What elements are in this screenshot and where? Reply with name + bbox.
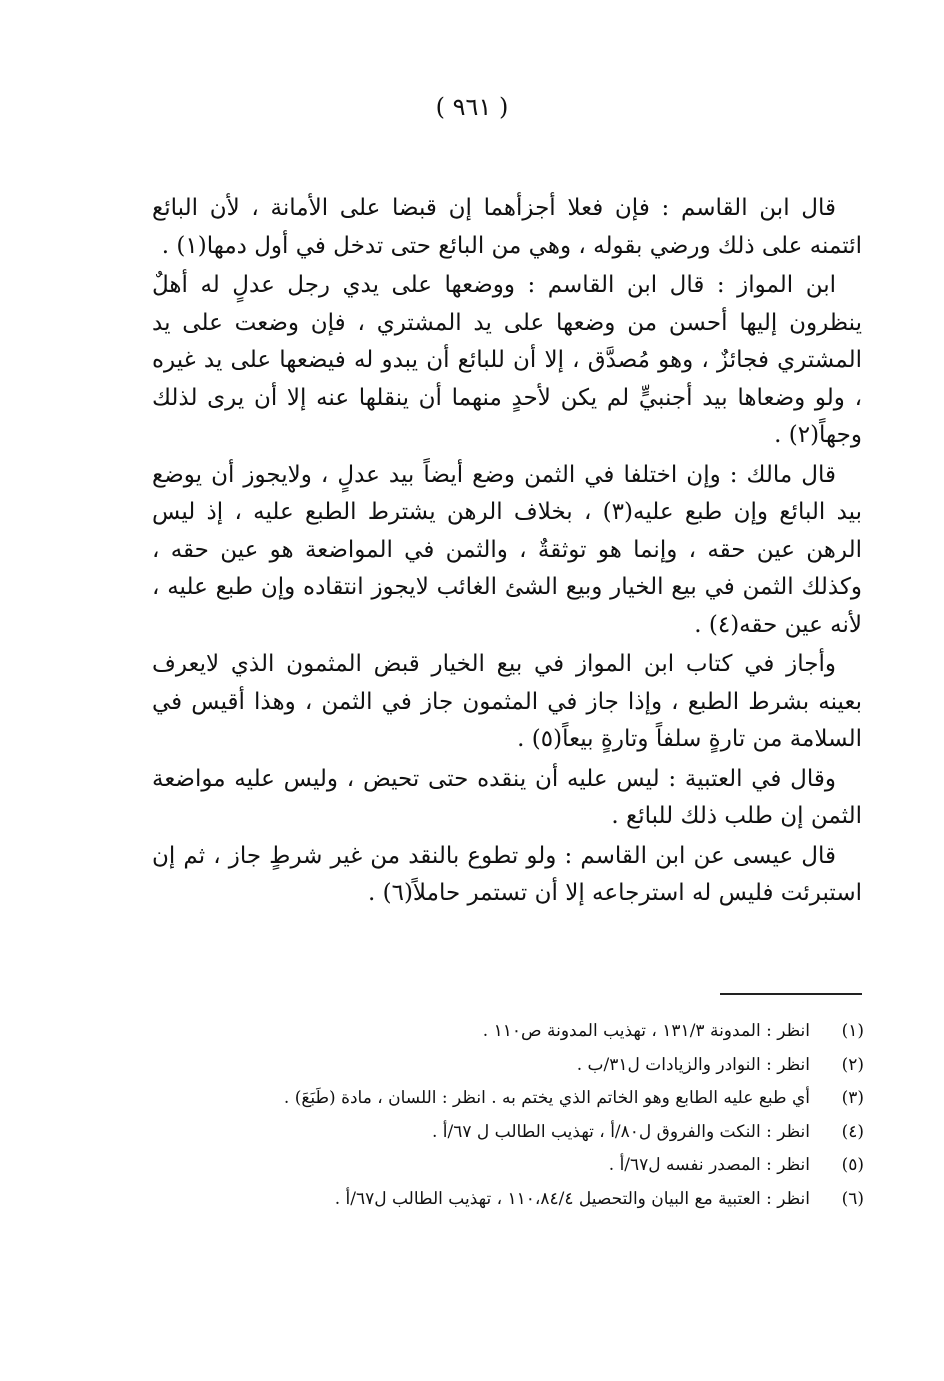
footnotes <box>152 1015 864 1216</box>
footnote <box>152 1183 864 1217</box>
footnote-text: انظر : المدونة ١٣١/٣ ، تهذيب المدونة ص١١٠ . <box>482 1021 810 1041</box>
paragraph: قال عيسى عن ابن القاسم : ولو تطوع بالنقد من غير شرطٍ جاز ، ثم إن استبرئت فليس له استرجاعه إلا أن تستمر حاملاً(٦) . <box>152 842 862 906</box>
footnote <box>152 1116 864 1150</box>
footnote <box>152 1149 864 1183</box>
footnote-text: أي طبع عليه الطابع وهو الخاتم الذي يختم به . انظر : اللسان ، مادة (طَبَعَ) . <box>283 1088 810 1108</box>
footnote-text: انظر : النوادر والزيادات ل٣١/ب . <box>576 1054 810 1075</box>
footnote-separator <box>720 993 862 995</box>
body-text <box>152 190 862 915</box>
paragraph: ابن المواز : قال ابن القاسم : ووضعها على يدي رجل عدلٍ له أهلٌ ينظرون إليها أحسن من وضعها على يد المشتري ، فإن وضعت على يد المشتري فجائزٌ ، وهو مُصدَّق ، إلا أن للبائع أن يبدو له فيضعها على يد غيره ، ولو وضعاها بيد أجنبيٍّ لم يكن لأحدٍ منهما أن ينقلها عنه إلا أن يرى لذلك وجهاً(٢) . <box>152 272 862 448</box>
footnote-text: انظر : العتبية مع البيان والتحصيل ١١٠،٨٤/٤ ، تهذيب الطالب ل٦٧/أ . <box>334 1188 810 1209</box>
paragraph: قال مالك : وإن اختلفا في الثمن وضع أيضاً بيد عدلٍ ، ولايجوز أن يوضع بيد البائع وإن طبع عليه(٣) ، بخلاف الرهن يشترط الطبع عليه ، إذ ليس الرهن عين حقه ، وإنما هو توثقةٌ ، والثمن في المواضعة هو عين حقه ، وكذلك الثمن في بيع الخيار وبيع الشئ الغائب لايجوز انتقاده وإن طبع عليه ، لأنه عين حقه(٤) . <box>152 461 862 638</box>
footnote-number: (٥) <box>841 1155 864 1175</box>
paragraph: وقال في العتبية : ليس عليه أن ينقده حتى تحيض ، وليس عليه مواضعة الثمن إن طلب ذلك للبائع . <box>152 765 862 829</box>
footnote-number: (٦) <box>841 1188 864 1209</box>
footnote <box>152 1015 864 1049</box>
footnote <box>152 1049 864 1083</box>
footnote-text: انظر : المصدر نفسه ل٦٧/أ . <box>608 1155 810 1175</box>
footnote <box>152 1082 864 1116</box>
footnote-number: (١) <box>841 1021 864 1041</box>
footnote-number: (٢) <box>841 1054 864 1075</box>
footnote-number: (٤) <box>841 1121 864 1142</box>
footnote-number: (٣) <box>841 1088 864 1108</box>
footnote-text: انظر : النكت والفروق ل٨٠/أ ، تهذيب الطالب ل ٦٧/أ . <box>431 1121 810 1142</box>
paragraph: وأجاز في كتاب ابن المواز في بيع الخيار قبض المثمون الذي لايعرف بعينه بشرط الطبع ، وإذا جاز في المثمون جاز في الثمن ، وهذا أقيس في السلامة من تارةٍ سلفاً وتارةٍ بيعاً(٥) . <box>152 651 862 752</box>
page-number: ( ٩٦١ ) <box>435 93 509 121</box>
paragraph: قال ابن القاسم : فإن فعلا أجزأهما إن قبضا على الأمانة ، لأن البائع ائتمنه على ذلك ورضي بقوله ، وهي من البائع حتى تدخل في أول دمها(١) . <box>152 195 862 259</box>
